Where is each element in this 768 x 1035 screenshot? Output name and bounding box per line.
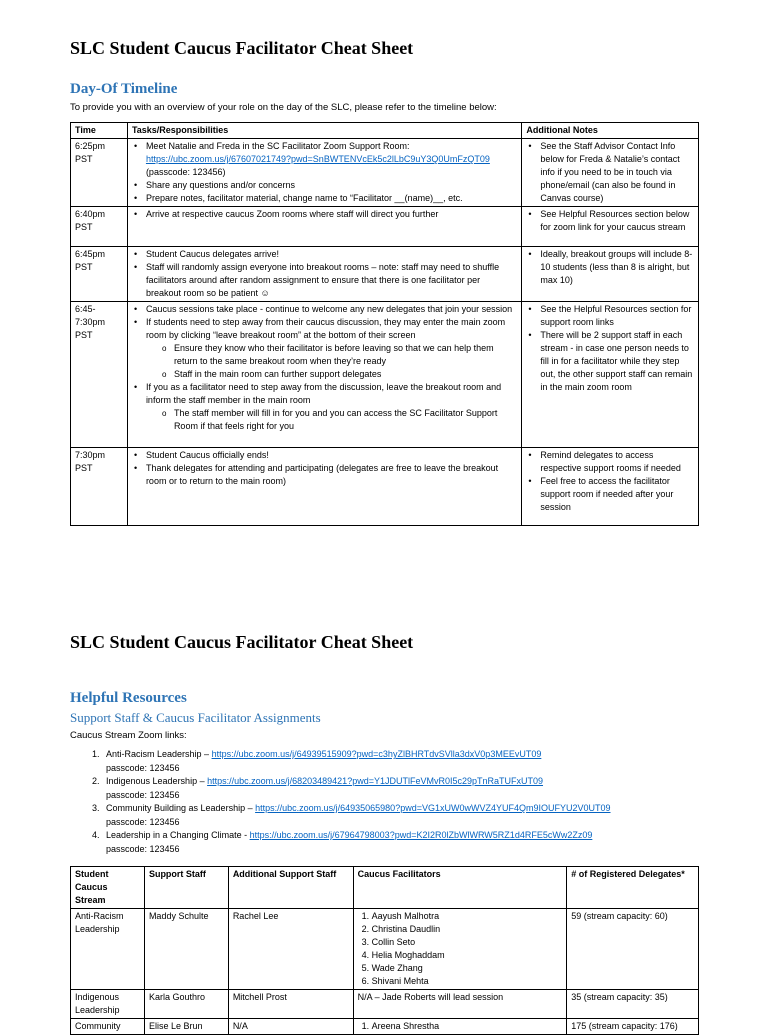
notes-cell [522, 448, 699, 526]
table-row [71, 207, 699, 247]
time-cell: 6:45pm PST [71, 247, 128, 302]
notes-cell [522, 139, 699, 207]
table-row [71, 990, 699, 1019]
tasks-cell [127, 302, 521, 448]
tasks-cell [127, 247, 521, 302]
time-cell: 6:40pm PST [71, 207, 128, 247]
stream-cell: Anti-Racism Leadership [71, 909, 145, 990]
facilitators-cell [353, 909, 567, 990]
facilitators-cell: N/A – Jade Roberts will lead session [353, 990, 567, 1019]
timeline-table [70, 122, 699, 526]
staff-cell: Maddy Schulte [144, 909, 228, 990]
column-header: Additional Support Staff [228, 867, 353, 909]
zoom-link[interactable]: https://ubc.zoom.us/j/67964798003?pwd=K2I2R0lZbWlWRW5RZ1d4RFE5cWw2Zz09 [249, 830, 593, 840]
list-item: • Arrive at respective caucus Zoom rooms where staff will direct you further [146, 208, 517, 221]
table-row [71, 139, 699, 207]
time-cell: 6:45-7:30pm PST [71, 302, 128, 448]
delegates-cell: 59 (stream capacity: 60) [567, 909, 699, 990]
table-row [71, 448, 699, 526]
column-header: Support Staff [144, 867, 228, 909]
column-header: Tasks/Responsibilities [127, 123, 521, 139]
assignments-table [70, 866, 699, 1035]
tasks-cell [127, 207, 521, 247]
facilitators-cell [353, 1019, 567, 1035]
list-item: • See Helpful Resources section below for zoom link for your caucus stream [540, 208, 694, 234]
facilitator-item: 3. Collin Seto [372, 936, 563, 949]
notes-cell [522, 302, 699, 448]
column-header: Caucus Facilitators [353, 867, 567, 909]
time-cell: 6:25pm PST [71, 139, 128, 207]
facilitator-item: 2. Christina Daudlin [372, 923, 563, 936]
list-item: 3. Community Building as Leadership – https://ubc.zoom.us/j/64935065980?pwd=VG1xUW0wWVZ4YUF4Qm9IOUFYU2V0UT09 passcode: 123456 [102, 802, 611, 829]
staff-cell: Elise Le Brun [144, 1019, 228, 1035]
list-item: • Caucus sessions take place - continue to welcome any new delegates that join your session [146, 303, 517, 316]
tasks-cell [127, 448, 521, 526]
notes-cell [522, 207, 699, 247]
column-header: Time [71, 123, 128, 139]
list-item: • Share any questions and/or concerns [146, 179, 517, 192]
tasks-cell [127, 139, 521, 207]
facilitator-item: 4. Helia Moghaddam [372, 949, 563, 962]
section-title-resources: Helpful Resources [70, 690, 187, 706]
sub-list-item: o Ensure they know who their facilitator is before leaving so that we can help them return to the same breakout room when they’re ready [174, 342, 517, 368]
zoom-links-list [88, 748, 611, 856]
table-row [71, 909, 699, 990]
zoom-link[interactable]: https://ubc.zoom.us/j/64939515909?pwd=c3hyZlBHRTdvSVlla3dxV0p3MEEvUT09 [211, 749, 542, 759]
list-item: • Ideally, breakout groups will include 8-10 students (less than 8 is alright, but max 10) [540, 248, 694, 287]
list-item: 4. Leadership in a Changing Climate - https://ubc.zoom.us/j/67964798003?pwd=K2I2R0lZbWlWRW5RZ1d4RFE5cWw2Zz09 passcode: 123456 [102, 829, 611, 856]
additional-staff-cell: Rachel Lee [228, 909, 353, 990]
delegates-cell: 35 (stream capacity: 35) [567, 990, 699, 1019]
list-item: 2. Indigenous Leadership – https://ubc.zoom.us/j/68203489421?pwd=Y1JDUTlFeVMvR0I5c29pTnRaTUFxUT09 passcode: 123456 [102, 775, 611, 802]
intro-text: To provide you with an overview of your role on the day of the SLC, please refer to the timeline below: [70, 102, 497, 113]
stream-cell: Community [71, 1019, 145, 1035]
list-item: • Meet Natalie and Freda in the SC Facilitator Zoom Support Room: https://ubc.zoom.us/j/67607021749?pwd=SnBWTENVcEk5c2lLbC9uY3Q0UmFzQT09 (passcode: 123456) [146, 140, 517, 179]
list-item: • Student Caucus delegates arrive! [146, 248, 517, 261]
list-item: 1. Anti-Racism Leadership – https://ubc.zoom.us/j/64939515909?pwd=c3hyZlBHRTdvSVlla3dxV0p3MEEvUT09 passcode: 123456 [102, 748, 611, 775]
additional-staff-cell: Mitchell Prost [228, 990, 353, 1019]
list-item: • There will be 2 support staff in each stream - in case one person needs to fill in for a facilitator while they step out, the other support staff can remain in the main zoom room [540, 329, 694, 394]
page-title: SLC Student Caucus Facilitator Cheat Sheet [70, 38, 414, 58]
list-item: • Remind delegates to access respective support rooms if needed [540, 449, 694, 475]
list-item: • If students need to step away from their caucus discussion, they may enter the main zoom room by clicking “leave breakout room” at the bottom of their screen o Ensure they know who their facilitator is before leaving so that we can help them return to the same breakout room when they’re ready o Staff in the main room can further support delegates [146, 316, 517, 381]
sub-list-item: o Staff in the main room can further support delegates [174, 368, 517, 381]
list-item: • Thank delegates for attending and participating (delegates are free to leave the breakout room or to return to the main room) [146, 462, 517, 488]
additional-staff-cell: N/A [228, 1019, 353, 1035]
table-row [71, 302, 699, 448]
page-title: SLC Student Caucus Facilitator Cheat Sheet [70, 632, 414, 652]
delegates-cell: 175 (stream capacity: 176) [567, 1019, 699, 1035]
column-header: Student Caucus Stream [71, 867, 145, 909]
list-item: • See the Staff Advisor Contact Info below for Freda & Natalie’s contact info if you need to be in touch via phone/email (can also be found in Canvas course) [540, 140, 694, 205]
facilitator-item: 1. Aayush Malhotra [372, 910, 563, 923]
links-label: Caucus Stream Zoom links: [70, 730, 187, 741]
sub-list-item: o The staff member will fill in for you and you can access the SC Facilitator Support Room if that feels right for you [174, 407, 517, 433]
subsection-title: Support Staff & Caucus Facilitator Assignments [70, 710, 321, 725]
table-row [71, 1019, 699, 1035]
stream-cell: Indigenous Leadership [71, 990, 145, 1019]
time-cell: 7:30pm PST [71, 448, 128, 526]
zoom-link[interactable]: https://ubc.zoom.us/j/67607021749?pwd=SnBWTENVcEk5c2lLbC9uY3Q0UmFzQT09 [145, 154, 490, 164]
facilitator-item: 5. Wade Zhang [372, 962, 563, 975]
zoom-link[interactable]: https://ubc.zoom.us/j/68203489421?pwd=Y1JDUTlFeVMvR0I5c29pTnRaTUFxUT09 [207, 776, 544, 786]
list-item: • Prepare notes, facilitator material, change name to “Facilitator __(name)__, etc. [146, 192, 517, 205]
list-item: • Student Caucus officially ends! [146, 449, 517, 462]
list-item: • Staff will randomly assign everyone into breakout rooms – note: staff may need to shuffle facilitators around after random assignment to ensure that there is one facilitator per breakout room so be patient ☺ [146, 261, 517, 300]
list-item: • See the Helpful Resources section for support room links [540, 303, 694, 329]
notes-cell [522, 247, 699, 302]
list-item: • If you as a facilitator need to step away from the discussion, leave the breakout room and inform the staff member in the main room o The staff member will fill in for you and you can access the SC Facilitator Support Room if that feels right for you [146, 381, 517, 433]
list-item: • Feel free to access the facilitator support room if needed after your session [540, 475, 694, 514]
section-title-timeline: Day-Of Timeline [70, 81, 178, 97]
facilitator-item: 6. Shivani Mehta [372, 975, 563, 988]
column-header: Additional Notes [522, 123, 699, 139]
column-header: # of Registered Delegates* [567, 867, 699, 909]
staff-cell: Karla Gouthro [144, 990, 228, 1019]
facilitator-item: 1. Areena Shrestha [372, 1020, 563, 1033]
zoom-link[interactable]: https://ubc.zoom.us/j/64935065980?pwd=VG1xUW0wWVZ4YUF4Qm9IOUFYU2V0UT09 [255, 803, 611, 813]
table-row [71, 247, 699, 302]
